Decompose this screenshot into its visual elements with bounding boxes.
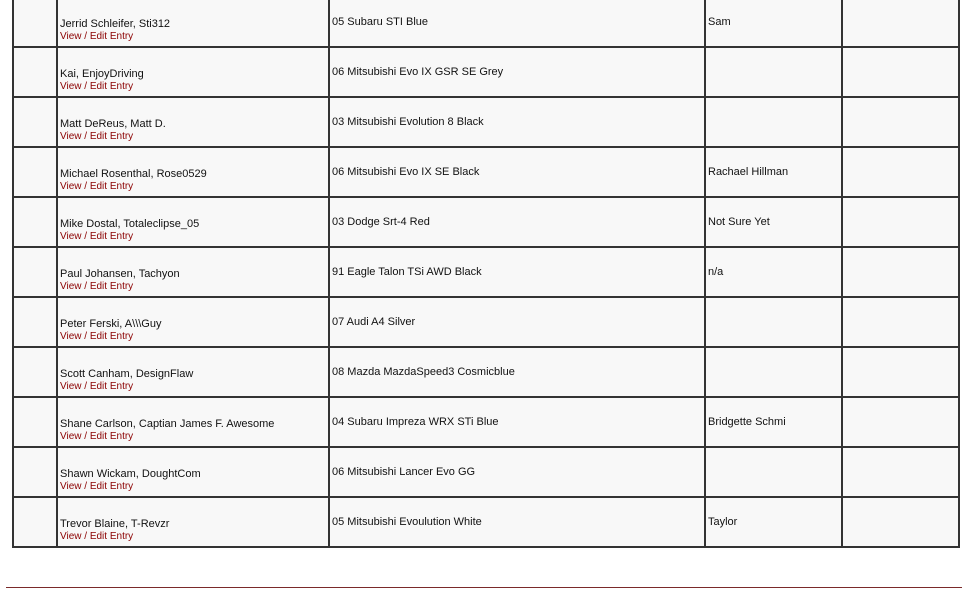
car-text: 06 Mitsubishi Evo IX SE Black xyxy=(332,166,480,178)
name-cell xyxy=(58,148,330,198)
passenger-text: Sam xyxy=(708,16,731,28)
entrant-name: Scott Canham, DesignFlaw xyxy=(60,367,194,380)
name-cell xyxy=(58,448,330,498)
passenger-cell xyxy=(706,348,843,398)
entrant-name: Mike Dostal, Totaleclipse_05 xyxy=(60,217,200,230)
row-select-cell xyxy=(14,348,58,398)
car-cell xyxy=(330,248,706,298)
car-text: 03 Dodge Srt-4 Red xyxy=(332,216,430,228)
car-text: 05 Mitsubishi Evoulution White xyxy=(332,516,482,528)
name-cell xyxy=(58,498,330,548)
table-row xyxy=(14,348,960,398)
car-cell xyxy=(330,448,706,498)
entrant-name: Peter Ferski, A\\\Guy xyxy=(60,317,162,330)
passenger-text: Not Sure Yet xyxy=(708,216,770,228)
table-row xyxy=(14,198,960,248)
view-edit-entry-link[interactable]: View / Edit Entry xyxy=(60,531,134,542)
entrant-name: Trevor Blaine, T-Revzr xyxy=(60,517,170,530)
car-text: 07 Audi A4 Silver xyxy=(332,316,416,328)
entrant-name: Shane Carlson, Captian James F. Awesome xyxy=(60,417,275,430)
passenger-cell xyxy=(706,198,843,248)
entrant-name: Matt DeReus, Matt D. xyxy=(60,117,166,130)
car-cell xyxy=(330,148,706,198)
table-row xyxy=(14,248,960,298)
view-edit-entry-link[interactable]: View / Edit Entry xyxy=(60,481,134,492)
passenger-cell xyxy=(706,148,843,198)
view-edit-entry-link[interactable]: View / Edit Entry xyxy=(60,431,134,442)
entries-table xyxy=(12,0,960,548)
extra-cell xyxy=(843,0,960,48)
extra-cell xyxy=(843,298,960,348)
passenger-text: Bridgette Schmi xyxy=(708,416,786,428)
entrant-name: Shawn Wickam, DoughtCom xyxy=(60,467,201,480)
car-cell xyxy=(330,48,706,98)
car-cell xyxy=(330,498,706,548)
table-row xyxy=(14,0,960,48)
extra-cell xyxy=(843,348,960,398)
table-row xyxy=(14,498,960,548)
table-row xyxy=(14,298,960,348)
table-row xyxy=(14,48,960,98)
extra-cell xyxy=(843,98,960,148)
passenger-cell xyxy=(706,48,843,98)
view-edit-entry-link[interactable]: View / Edit Entry xyxy=(60,31,134,42)
name-cell xyxy=(58,0,330,48)
table-row xyxy=(14,98,960,148)
extra-cell xyxy=(843,198,960,248)
car-cell xyxy=(330,198,706,248)
name-cell xyxy=(58,298,330,348)
passenger-text: n/a xyxy=(708,266,724,278)
entrant-name: Jerrid Schleifer, Sti312 xyxy=(60,17,171,30)
row-select-cell xyxy=(14,198,58,248)
passenger-cell xyxy=(706,298,843,348)
view-edit-entry-link[interactable]: View / Edit Entry xyxy=(60,331,134,342)
passenger-cell xyxy=(706,398,843,448)
car-text: 06 Mitsubishi Evo IX GSR SE Grey xyxy=(332,66,504,78)
name-cell xyxy=(58,398,330,448)
passenger-cell xyxy=(706,498,843,548)
car-text: 06 Mitsubishi Lancer Evo GG xyxy=(332,466,476,478)
row-select-cell xyxy=(14,148,58,198)
entrant-name: Paul Johansen, Tachyon xyxy=(60,267,180,280)
car-cell xyxy=(330,0,706,48)
entrant-name: Michael Rosenthal, Rose0529 xyxy=(60,167,207,180)
car-text: 91 Eagle Talon TSi AWD Black xyxy=(332,266,482,278)
row-select-cell xyxy=(14,248,58,298)
bottom-divider xyxy=(6,587,962,588)
car-cell xyxy=(330,298,706,348)
car-cell xyxy=(330,398,706,448)
view-edit-entry-link[interactable]: View / Edit Entry xyxy=(60,81,134,92)
passenger-text: Taylor xyxy=(708,516,738,528)
passenger-cell xyxy=(706,0,843,48)
view-edit-entry-link[interactable]: View / Edit Entry xyxy=(60,131,134,142)
row-select-cell xyxy=(14,498,58,548)
extra-cell xyxy=(843,248,960,298)
row-select-cell xyxy=(14,298,58,348)
name-cell xyxy=(58,198,330,248)
table-row xyxy=(14,148,960,198)
row-select-cell xyxy=(14,98,58,148)
name-cell xyxy=(58,248,330,298)
row-select-cell xyxy=(14,448,58,498)
car-text: 08 Mazda MazdaSpeed3 Cosmicblue xyxy=(332,366,515,378)
car-cell xyxy=(330,348,706,398)
extra-cell xyxy=(843,448,960,498)
car-text: 05 Subaru STI Blue xyxy=(332,16,429,28)
table-row xyxy=(14,448,960,498)
view-edit-entry-link[interactable]: View / Edit Entry xyxy=(60,231,134,242)
extra-cell xyxy=(843,48,960,98)
extra-cell xyxy=(843,148,960,198)
table-row xyxy=(14,398,960,448)
entrant-name: Kai, EnjoyDriving xyxy=(60,67,144,80)
view-edit-entry-link[interactable]: View / Edit Entry xyxy=(60,281,134,292)
row-select-cell xyxy=(14,398,58,448)
name-cell xyxy=(58,348,330,398)
row-select-cell xyxy=(14,48,58,98)
car-text: 03 Mitsubishi Evolution 8 Black xyxy=(332,116,484,128)
passenger-cell xyxy=(706,248,843,298)
view-edit-entry-link[interactable]: View / Edit Entry xyxy=(60,181,134,192)
passenger-text: Rachael Hillman xyxy=(708,166,789,178)
car-text: 04 Subaru Impreza WRX STi Blue xyxy=(332,416,499,428)
extra-cell xyxy=(843,398,960,448)
passenger-cell xyxy=(706,448,843,498)
row-select-cell xyxy=(14,0,58,48)
passenger-cell xyxy=(706,98,843,148)
extra-cell xyxy=(843,498,960,548)
name-cell xyxy=(58,48,330,98)
view-edit-entry-link[interactable]: View / Edit Entry xyxy=(60,381,134,392)
name-cell xyxy=(58,98,330,148)
car-cell xyxy=(330,98,706,148)
